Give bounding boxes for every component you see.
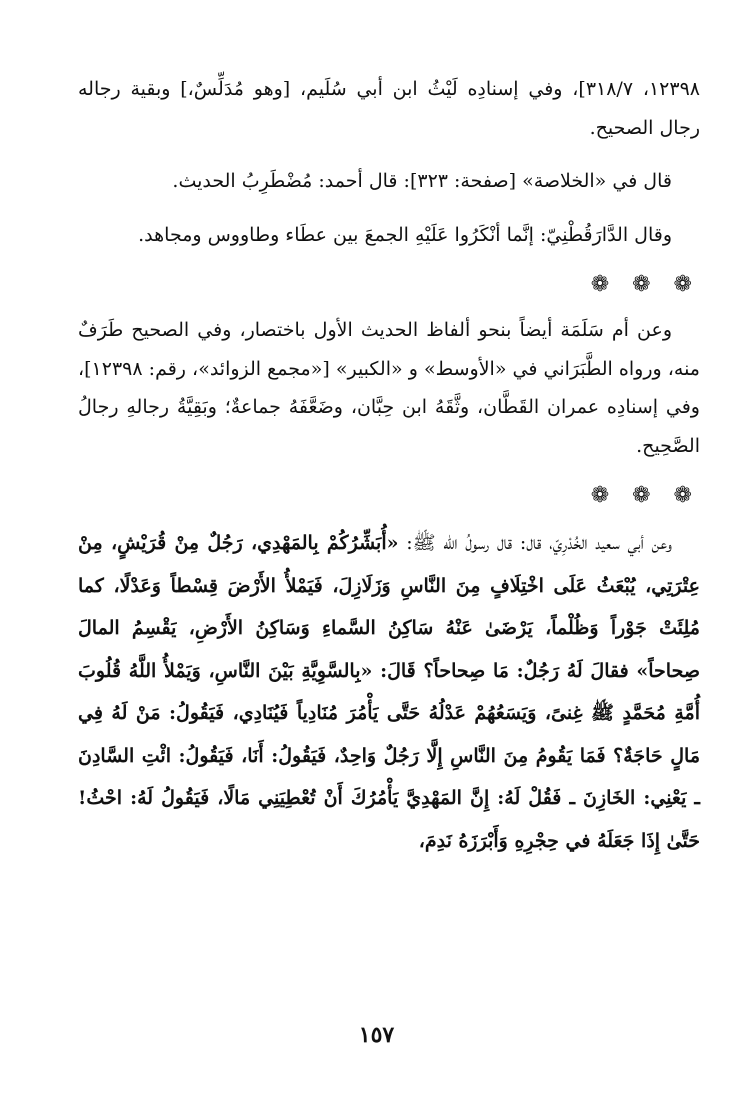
ornament-divider: ❁ ❁ ❁ bbox=[590, 483, 700, 508]
paragraph-source-citation: ١٢٣٩٨، ٣١٨/٧]، وفي إسنادِه لَيْثُ ابن أبي سُلَيم، [وهو مُدَلِّسٌ،] وبقية رجاله رجال الصحيح. bbox=[78, 78, 700, 139]
paragraph-umm-salama-narration: وعن أم سَلَمَة أيضاً بنحو ألفاظ الحديث الأول باختصار، وفي الصحيح طَرَفٌ منه، ورواه الطَّبَرَاني في «الأوسط» و «الكبير» [«مجمع الزوائد»، رقم: ١٢٣٩٨]، وفي إسنادِه عمران القَطَّان، وثَّقَهُ ابن حِبَّان، وضَعَّفَهُ جماعةٌ؛ وبَقِيَّةُ رجالهِ رجالُ الصَّحِيح. bbox=[78, 319, 700, 457]
paragraph-daraqutni-quote: وقال الدَّارَقُطْنِيّ: إنَّما أنْكَرُوا عَلَيْهِ الجمعَ بين عطَاء وطاووس ومجاهد. bbox=[138, 223, 672, 246]
paragraph-khulasa-quote: قال في «الخلاصة» [صفحة: ٣٢٣]: قال أحمد: مُضْطَرِبُ الحديث. bbox=[172, 170, 672, 192]
page-body bbox=[78, 70, 700, 877]
ornament-divider: ❁ ❁ ❁ bbox=[590, 272, 700, 297]
hadith-text: «أُبَشِّرُكُمْ بِالمَهْدِي، رَجُلٌ مِنْ قُرَيْشٍ، مِنْ عِتْرَتِي، يُبْعَثُ عَلَى اخْتِلَافٍ مِنَ النَّاسِ وَزَلَازِلَ، فَيَمْلأُ الأَرْضَ قِسْطاً وَعَدْلًا، كما مُلِئَتْ جَوْراً وَظُلْماً، يَرْضَىٰ عَنْهُ سَاكِنُ السَّماءِ وَسَاكِنُ الأَرْضِ، يَقْسِمُ المالَ صِحاحاً» فقالَ لَهُ رَجُلٌ: مَا صِحاحاً؟ قَالَ: «بِالسَّوِيَّةِ بَيْنَ النَّاسِ، وَيَمْلأُ اللَّهُ قُلُوبَ أُمَّةِ مُحَمَّدٍ ﷺ غِنىً، وَيَسَعُهُمْ عَدْلُهُ حَتَّى يَأْمُرَ مُنَادِياً فَيُنَادِي، فَيَقُولُ: مَنْ لَهُ فِي مَالٍ حَاجَةٌ؟ فَمَا يَقُومُ مِنَ النَّاسِ إِلَّا رَجُلٌ وَاحِدٌ، فَيَقُولُ: أَنَا، فَيَقُولُ: ائْتِ السَّادِنَ ـ يَعْنِي: الخَازِنَ ـ فَقُلْ لَهُ: إِنَّ المَهْدِيَّ يَأْمُرُكَ أَنْ تُعْطِيَنِي مَالًا، فَيَقُولُ لَهُ: احْثُ! حَتَّىٰ إِذَا جَعَلَهُ في حِجْرِهِ وَأَبْرَزَهُ نَدِمَ، bbox=[78, 532, 700, 852]
paragraph-hadith-mahdi bbox=[78, 522, 700, 862]
page-number: ١٥٧ bbox=[358, 1022, 395, 1048]
hadith-intro: وعن أبي سعيد الخُدْرِيّ، قال: قال رسولُ الله ﷺ: bbox=[398, 532, 672, 554]
